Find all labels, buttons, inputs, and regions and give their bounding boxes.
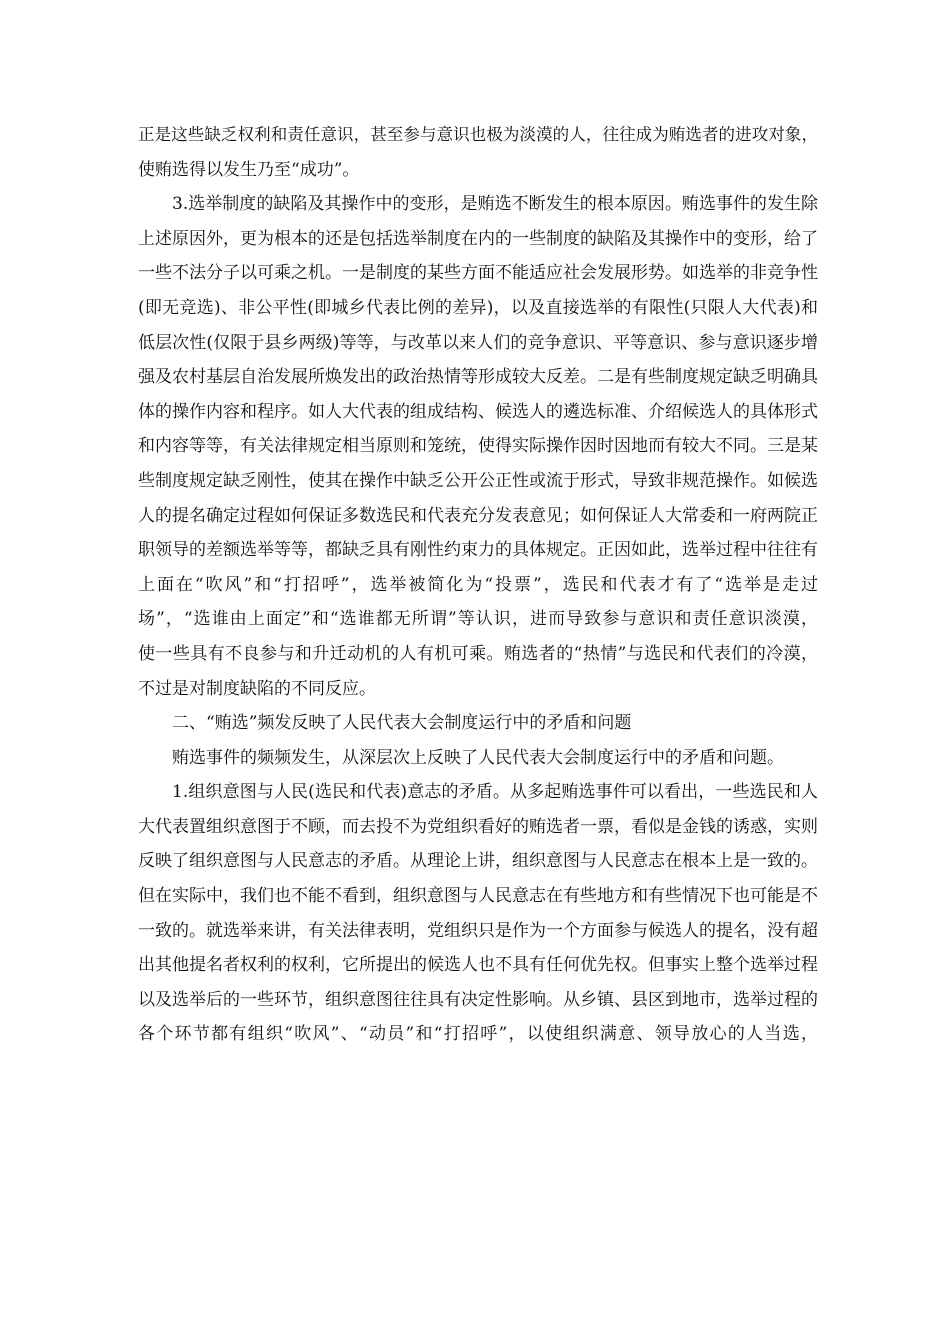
- text-line: 3.选举制度的缺陷及其操作中的变形，是贿选不断发生的根本原因。贿选事件的发生除: [172, 194, 818, 215]
- document-body: [138, 118, 818, 1052]
- text-line: 上述原因外，更为根本的还是包括选举制度在内的一些制度的缺陷及其操作中的变形，给了: [138, 228, 818, 249]
- text-line: 二、“贿选”频发反映了人民代表大会制度运行中的矛盾和问题: [172, 713, 632, 734]
- text-line: 人的提名确定过程如何保证多数选民和代表充分发表意见；如何保证人大常委和一府两院正: [138, 505, 818, 526]
- text-line: 但在实际中，我们也不能不看到，组织意图与人民意志在有些地方和有些情况下也可能是不: [138, 886, 818, 907]
- text-line: 些制度规定缺乏刚性，使其在操作中缺乏公开公正性或流于形式，导致非规范操作。如候选: [138, 470, 818, 491]
- text-line: 和内容等等，有关法律规定相当原则和笼统，使得实际操作因时因地而有较大不同。三是某: [138, 436, 818, 457]
- text-line: 职领导的差额选举等等，都缺乏具有刚性约束力的具体规定。正因如此，选举过程中往往有: [138, 540, 818, 561]
- text-line: 出其他提名者权利的权利，它所提出的候选人也不具有任何优先权。但事实上整个选举过程: [138, 955, 818, 976]
- text-line: 不过是对制度缺陷的不同反应。: [138, 678, 376, 699]
- text-line: 以及选举后的一些环节，组织意图往往具有决定性影响。从乡镇、县区到地市，选举过程的: [138, 989, 818, 1010]
- text-line: 上面在“吹风”和“打招呼”，选举被简化为“投票”，选民和代表才有了“选举是走过: [138, 574, 818, 595]
- text-line: (即无竞选)、非公平性(即城乡代表比例的差异)，以及直接选举的有限性(只限人大代表)和: [138, 297, 818, 318]
- text-line: 场”，“选谁由上面定”和“选谁都无所谓”等认识，进而导致参与意识和责任意识淡漠，: [138, 609, 818, 630]
- text-line: 各个环节都有组织“吹风”、“动员”和“打招呼”，以使组织满意、领导放心的人当选，: [138, 1024, 818, 1045]
- text-line: 1.组织意图与人民(选民和代表)意志的矛盾。从多起贿选事件可以看出，一些选民和人: [172, 782, 818, 803]
- text-line: 反映了组织意图与人民意志的矛盾。从理论上讲，组织意图与人民意志在根本上是一致的。: [138, 851, 818, 872]
- text-line: 一致的。就选举来讲，有关法律表明，党组织只是作为一个方面参与候选人的提名，没有超: [138, 920, 818, 941]
- text-line: 贿选事件的频频发生，从深层次上反映了人民代表大会制度运行中的矛盾和问题。: [172, 747, 784, 768]
- text-line: 使一些具有不良参与和升迁动机的人有机可乘。贿选者的“热情”与选民和代表们的冷漠，: [138, 643, 818, 664]
- text-line: 强及农村基层自治发展所焕发出的政治热情等形成较大反差。二是有些制度规定缺乏明确具: [138, 367, 818, 388]
- text-line: 一些不法分子以可乘之机。一是制度的某些方面不能适应社会发展形势。如选举的非竞争性: [138, 263, 818, 284]
- text-line: 大代表置组织意图于不顾，而去投不为党组织看好的贿选者一票，看似是金钱的诱惑，实则: [138, 816, 818, 837]
- text-line: 低层次性(仅限于县乡两级)等等，与改革以来人们的竞争意识、平等意识、参与意识逐步增: [138, 332, 818, 353]
- text-line: 使贿选得以发生乃至“成功”。: [138, 159, 360, 180]
- text-line: 体的操作内容和程序。如人大代表的组成结构、候选人的遴选标准、介绍候选人的具体形式: [138, 401, 818, 422]
- text-line: 正是这些缺乏权利和责任意识，甚至参与意识也极为淡漠的人，往往成为贿选者的进攻对象，: [138, 125, 818, 144]
